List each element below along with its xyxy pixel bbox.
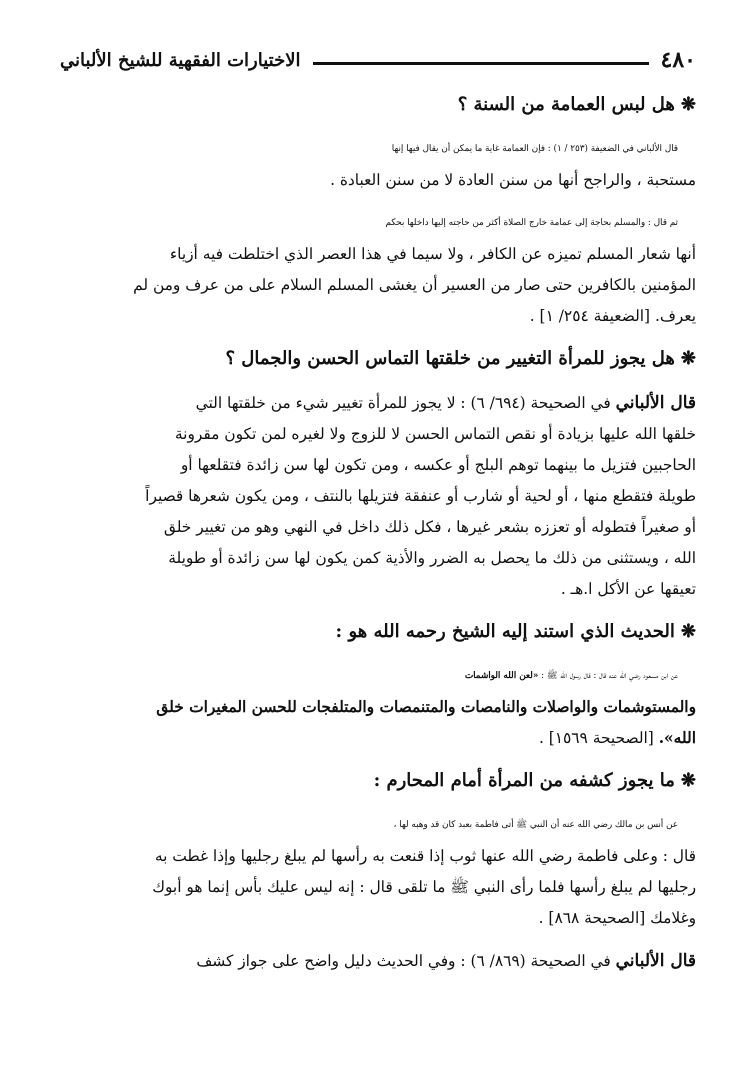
text-line: قال الألباني في الضعيفة (٢٥٣ / ١) : فإن العمامة غاية ما يمكن أن يقال فيها إنها	[391, 144, 678, 154]
heading-text: هل يجوز للمرأة التغيير من خلقتها التماس الحسن والجمال ؟	[225, 348, 675, 369]
text-line	[60, 388, 696, 419]
author-lead: قال الألباني	[615, 393, 696, 413]
paragraph	[60, 388, 696, 605]
author-lead: قال الألباني	[615, 951, 696, 971]
hadith-text: «لعن الله الواشمات	[464, 671, 539, 681]
paragraph	[60, 208, 696, 332]
section-heading	[60, 344, 696, 374]
section-heading	[60, 766, 696, 796]
header-rule	[313, 62, 649, 65]
paragraph	[60, 810, 696, 934]
asterisk-icon: ❋	[680, 94, 696, 115]
hadith-intro: عن ابن مسعود رضي الله عنه قال : قال رسول الله ﷺ :	[541, 671, 678, 681]
paragraph	[60, 946, 696, 977]
text-line: رجليها لم يبلغ رأسها فلما رأى النبي ﷺ ما تلقى قال : إنه ليس عليك بأس إنما هو أبوك	[152, 878, 696, 896]
asterisk-icon: ❋	[680, 621, 696, 642]
text-line	[60, 946, 696, 977]
page-number: ٤٨٠	[660, 47, 696, 73]
paragraph	[60, 661, 696, 754]
hadith-reference: [الصحيحة ١٥٦٩] .	[538, 729, 654, 747]
text-line: خلقها الله عليها بزيادة أو نقص التماس الحسن لا للزوج ولا لغيره لمن تكون مقرونة	[174, 425, 696, 443]
heading-text: ما يجوز كشفه من المرأة أمام المحارم :	[373, 770, 675, 791]
section-heading	[60, 617, 696, 647]
text-line: الحاجبين فتزيل ما بينهما توهم البلج أو عكسه ، ومن تكون لها سن زائدة فتقلعها أو	[180, 456, 696, 474]
line-text: في الصحيحة (٦٩٤/ ٦) : لا يجوز للمرأة تغيير شيء من خلقتها التي	[195, 394, 611, 412]
text-line: طويلة فتقطع منها ، أو لحية أو شارب أو عنفقة فتزيلها بالنتف ، ومن يكون شعرها قصيراً	[145, 487, 696, 505]
text-line: الله ، ويستثنى من ذلك ما يحصل به الضرر والأذية كمن يكون لها سن زائدة أو طويلة	[168, 549, 696, 567]
section-heading	[60, 90, 696, 120]
text-line: قال : وعلى فاطمة رضي الله عنها ثوب إذا قنعت به رأسها لم يبلغ رجليها وإذا غطت به	[154, 847, 696, 865]
text-line	[60, 661, 696, 692]
page-body	[60, 84, 696, 989]
text-line	[60, 723, 696, 754]
heading-text: الحديث الذي استند إليه الشيخ رحمه الله هو :	[335, 621, 675, 642]
text-line: أنها شعار المسلم تميزه عن الكافر ، ولا سيما في هذا العصر الذي اختلطت فيه أزياء	[169, 245, 696, 263]
asterisk-icon: ❋	[680, 770, 696, 791]
running-title: الاختيارات الفقهية للشيخ الألباني	[60, 49, 301, 71]
line-text: في الصحيحة (٨٦٩/ ٦) : وفي الحديث دليل واضح على جواز كشف	[196, 952, 611, 970]
text-line: أو صغيراً فتطوله أو تعززه بشعر غيرها ، فكل ذلك داخل في النهي وهو من تغيير خلق	[163, 518, 696, 536]
text-line: المؤمنين بالكافرين حتى صار من العسير أن يغشى المسلم السلام على من عرف ومن لم	[133, 276, 696, 294]
text-line: مستحبة ، والراجح أنها من سنن العادة لا من سنن العبادة .	[330, 171, 696, 189]
asterisk-icon: ❋	[680, 348, 696, 369]
page-header	[60, 40, 696, 80]
hadith-text: الله».	[658, 729, 696, 747]
text-line: يعرف. [الضعيفة ٢٥٤/ ١] .	[529, 307, 696, 325]
text-line: عن أنس بن مالك رضي الله عنه أن النبي ﷺ أتى فاطمة بعبد كان قد وهبه لها ،	[393, 820, 678, 830]
text-line: تعيقها عن الأكل ا.هـ .	[560, 580, 696, 598]
text-line: والمستوشمات والواصلات والنامصات والمتنمصات والمتلفجات للحسن المغيرات خلق	[156, 698, 696, 716]
heading-text: هل لبس العمامة من السنة ؟	[457, 94, 675, 115]
paragraph	[60, 134, 696, 196]
text-line: وغلامك [الصحيحة ٨٦٨] .	[538, 909, 696, 927]
text-line: ثم قال : والمسلم بحاجة إلى عمامة خارج الصلاة أكثر من حاجته إليها داخلها بحكم	[385, 218, 678, 228]
